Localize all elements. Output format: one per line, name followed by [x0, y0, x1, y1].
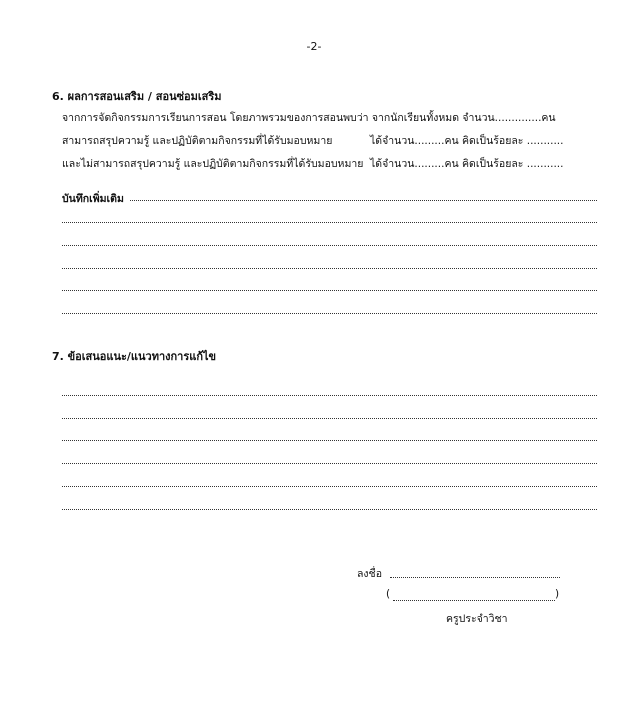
notes-line	[62, 245, 597, 246]
section-6-line-3-right: ได้จำนวน.........คน คิดเป็นร้อยละ ...........	[370, 158, 564, 170]
signature-line	[390, 577, 560, 578]
section-6-line-2-left: สามารถสรุปความรู้ และปฏิบัติตามกิจกรรมที่ได้รับมอบหมาย	[62, 135, 333, 147]
name-line	[393, 600, 555, 601]
suggestion-line	[62, 395, 597, 396]
section-6-line-3-left: และไม่สามารถสรุปความรู้ และปฏิบัติตามกิจกรรมที่ได้รับมอบหมาย	[62, 158, 364, 170]
page-number: -2-	[306, 40, 322, 53]
notes-line	[62, 313, 597, 314]
notes-label: บันทึกเพิ่มเติม	[62, 193, 124, 205]
suggestion-line	[62, 509, 597, 510]
suggestion-line	[62, 418, 597, 419]
notes-line	[62, 268, 597, 269]
signature-label: ลงชื่อ	[357, 568, 382, 580]
signature-close-paren: )	[555, 588, 560, 600]
suggestion-line	[62, 440, 597, 441]
signature-role: ครูประจำวิชา	[446, 613, 508, 625]
suggestion-line	[62, 463, 597, 464]
notes-fill-line	[130, 200, 597, 201]
suggestion-line	[62, 486, 597, 487]
section-6-heading: 6. ผลการสอนเสริม / สอนซ่อมเสริม	[52, 90, 222, 103]
notes-line	[62, 222, 597, 223]
section-6-line-2-right: ได้จำนวน.........คน คิดเป็นร้อยละ ...........	[370, 135, 564, 147]
signature-open-paren: (	[386, 588, 391, 600]
section-7-heading: 7. ข้อเสนอแนะ/แนวทางการแก้ไข	[52, 350, 217, 363]
section-6-line-1: จากการจัดกิจกรรมการเรียนการสอน โดยภาพรวมของการสอนพบว่า จากนักเรียนทั้งหมด จำนวน..............คน	[62, 112, 556, 124]
notes-line	[62, 290, 597, 291]
